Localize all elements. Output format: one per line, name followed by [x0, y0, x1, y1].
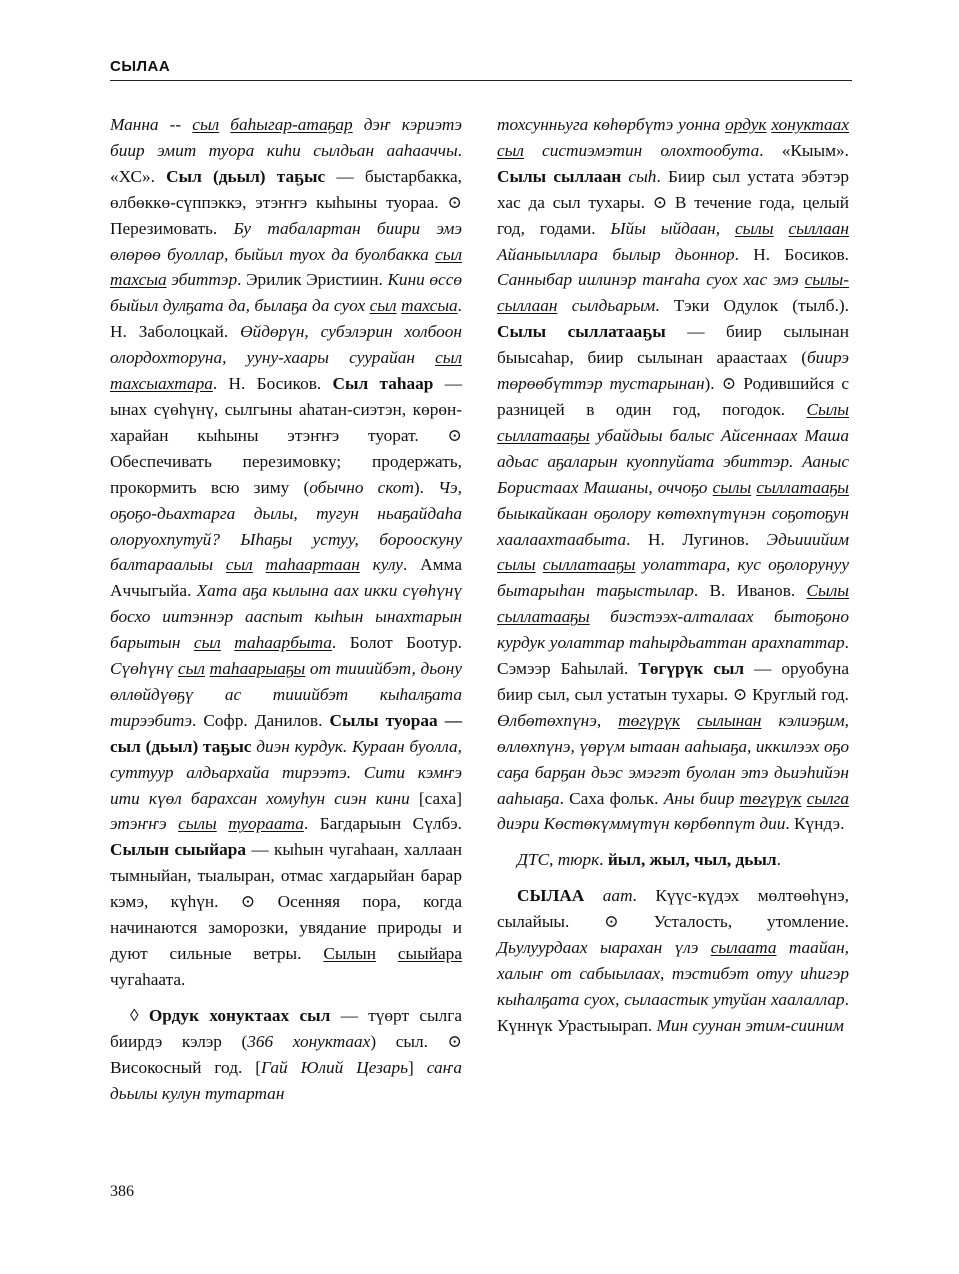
- entry-text: Санныбар иилинэр таҥаһа суох хас эмэ: [497, 270, 805, 290]
- entry-text: аат: [602, 886, 633, 906]
- entry-text: Сүөһүнү: [110, 659, 178, 679]
- example-keyword: сылынан: [697, 710, 762, 730]
- entry-text: саҥа дьылы кулун тутартан: [110, 1057, 462, 1103]
- entry-text: . Амма Аччыгыйа.: [110, 555, 462, 601]
- entry-text: Бу табалартан биири эмэ өлөрөө буоллар, быйыл туох да буолбакка: [110, 218, 462, 264]
- entry-text: [774, 219, 789, 238]
- entry-text: Мин суунан этим-сииним: [656, 1015, 844, 1035]
- entry-text: Айаныыллара былыр дьоннор: [497, 244, 735, 264]
- page-number: 386: [110, 1183, 134, 1200]
- headword: йыл, жыл, чыл, дьыл: [607, 850, 777, 870]
- entry-text: . Н. Заболоцкай.: [110, 296, 462, 342]
- dictionary-paragraph: [110, 1003, 462, 1107]
- entry-text: Аны биир: [663, 788, 740, 808]
- example-keyword: сыллатааҕы: [497, 425, 590, 445]
- example-keyword: сыл: [435, 244, 462, 264]
- example-keyword: сыл: [177, 659, 205, 679]
- entry-text: . Күндэ.: [785, 814, 845, 834]
- entry-text: . Сэмээр Баһылай.: [497, 633, 849, 679]
- example-keyword: сыл: [369, 296, 397, 316]
- entry-text: — түөрт сылга биирдэ кэлэр (: [110, 1005, 462, 1051]
- entry-text: [221, 633, 234, 652]
- entry-text: Хата аҕа кылына аах икки сүөһүнү босхо иитэннэр ааспыт кыһын ынахтарын барытын: [110, 581, 462, 653]
- example-keyword: сыл: [192, 115, 220, 134]
- example-keyword: сылы: [734, 218, 774, 238]
- entry-text: . Тэки Одулок (тылб.).: [655, 296, 849, 316]
- entry-text: сыһ: [628, 166, 657, 186]
- dictionary-paragraph: [497, 112, 849, 837]
- entry-text: ]: [408, 1057, 427, 1077]
- entry-text: Эдьииийим: [766, 529, 849, 549]
- entry-text: ). ⊙ Родившийся с разницей в один год, погодок.: [497, 374, 849, 419]
- entry-text: ◊: [130, 1005, 149, 1025]
- example-keyword: сыллатааҕы: [542, 555, 636, 575]
- dictionary-paragraph: [110, 112, 462, 993]
- page-header: [110, 58, 852, 81]
- entry-text: ,: [549, 850, 558, 870]
- entry-text: тюрк: [557, 850, 600, 870]
- example-keyword: сыл: [435, 348, 462, 368]
- entry-text: . Багдарыын Сүлбэ.: [303, 814, 462, 834]
- entry-text: [680, 711, 697, 730]
- entry-text: . «Кыым».: [759, 140, 849, 160]
- entry-text: ) сыл. ⊙ Високосный год. [: [110, 1031, 462, 1077]
- entry-text: кулу: [359, 555, 403, 575]
- entry-text: . Н. Босиков.: [734, 244, 849, 264]
- entry-text: сылдьарым: [557, 296, 656, 316]
- right-column: [497, 112, 849, 1039]
- entry-text: . Болот Боотур.: [331, 633, 462, 653]
- entry-text: — кыһын чугаһаан, халлаан тымныйан, тыалыран, отмас хагдарыйан барар кэмэ, күһүн. ⊙ Осенняя пора, когда начинаются заморозки, увядание природы и дуют сильные ветры.: [110, 840, 462, 963]
- entry-text: кэлиэҕим, өллөхпүнэ, үөрүм ытаан ааһыаҕа, иккилээх оҕо саҕа барҕан дьэс эмэгэт буолан этэ дьиэһийэн ааһыаҕа: [497, 710, 849, 808]
- example-keyword: туораата: [228, 814, 304, 834]
- headword: СЫЛАА: [517, 886, 585, 906]
- entry-text: . В. Иванов.: [693, 581, 807, 601]
- example-keyword: төгүрүк: [618, 710, 681, 730]
- entry-text: [536, 555, 543, 574]
- entry-text: диэри Көстөкүммүтүн көрбөппүт дии: [497, 814, 786, 834]
- example-keyword: сылы: [497, 555, 536, 575]
- headword: Сылы сыллаан: [497, 166, 622, 186]
- example-keyword: сылы: [712, 477, 752, 497]
- dictionary-paragraph: [497, 883, 849, 1038]
- entry-text: [376, 944, 398, 963]
- example-keyword: хонуктаах: [771, 115, 849, 134]
- entry-text: . Саха фольк.: [559, 788, 664, 808]
- entry-text: Чэ, оҕоҕо-дьахтарга дылы, тугун ньаҕайдаһа олоруохпутуй? Ыһаҕы устуу, бороoскуну балтараалыы: [110, 477, 462, 575]
- entry-text: дэҥ кэриэтэ биир эмит туора киһи сылдьан ааһааччы: [110, 115, 462, 160]
- entry-text: тохсунньуга көһөрбүтэ уонна: [497, 115, 726, 134]
- entry-text: этэҥҥэ: [110, 814, 179, 834]
- entry-text: эбиттэр: [166, 270, 238, 290]
- example-keyword: сыллаан: [788, 218, 849, 238]
- entry-text: убайдыы балыс Айсеннаах Маша адьас аҕаларын куоппуйата эбиттэр. Ааныс Бористаах Машаны, оччоҕо: [497, 425, 849, 497]
- example-keyword: сылаата: [710, 938, 777, 958]
- example-keyword: сылы: [178, 814, 217, 834]
- example-keyword: Сылын: [323, 944, 376, 963]
- entry-text: обычно скот: [309, 477, 414, 497]
- entry-text: — ынах сүөһүнү, сылгыны аһатан-сиэтэн, көрөн-харайан кыһыны этэҥҥэ туорат. ⊙ Обеспечивать перезимовку; продержать, прокормить всю зиму (: [110, 374, 462, 497]
- example-keyword: таһаарыаҕы: [209, 659, 306, 679]
- example-keyword: төгүрүк: [739, 788, 802, 808]
- example-keyword: сыл: [497, 140, 524, 160]
- headword: Төгүрүк сыл: [638, 659, 745, 679]
- entry-text: [217, 814, 229, 833]
- headword: Сылы туораа — сыл (дьыл) таҕыс: [110, 710, 462, 756]
- entry-text: .: [599, 850, 608, 870]
- example-keyword: таһаарбыта: [234, 633, 332, 653]
- entry-text: чугаһаата.: [110, 969, 186, 989]
- example-keyword: Сылы: [806, 399, 849, 419]
- entry-text: быыкайкаан оҕолору көтөхпүтүнэн соҕотоҕун хаалаахтаабыта: [497, 503, 849, 549]
- entry-text: — биир сылынан быысаһар, биир сылынан араастаах (: [497, 322, 850, 368]
- example-keyword: тахсыахтара: [110, 374, 213, 394]
- entry-text: Кини өссө быйыл дулҕата да, былаҕа да суох: [110, 270, 463, 316]
- entry-text: [253, 555, 266, 574]
- entry-text: ).: [413, 477, 439, 497]
- headword: Сылын сыыйара: [110, 840, 246, 860]
- entry-text: Өлбөтөхпүнэ,: [497, 710, 619, 730]
- entry-text: . Биир сыл устата эбэтэр хас да сыл тухары. ⊙ В течение года, целый год, годами.: [497, 166, 850, 238]
- example-keyword: сылга: [806, 788, 849, 808]
- headword: Сыл (дьыл) таҕыс: [166, 166, 326, 186]
- example-keyword: сыл: [225, 555, 253, 575]
- running-head: СЫЛАА: [110, 58, 171, 75]
- entry-text: .: [776, 850, 781, 870]
- example-keyword: тахсыа: [401, 296, 458, 316]
- example-keyword: сыллатааҕы: [497, 607, 590, 627]
- entry-text: . Софр. Данилов.: [191, 710, 330, 730]
- headword: Ордук хонуктаах сыл: [148, 1005, 331, 1025]
- headword: Сылы сыллатааҕы: [497, 322, 666, 342]
- entry-text: систиэмэтин олохтообута: [523, 140, 760, 160]
- example-keyword: сыллатааҕы: [756, 477, 849, 497]
- entry-text: ДТС: [517, 850, 550, 870]
- entry-text: [584, 886, 602, 905]
- entry-text: . Күннүк Урастыырап.: [497, 989, 849, 1035]
- entry-text: . Күүс-күдэх мөлтөөһүнэ, сылайыы. ⊙ Усталость, утомление.: [497, 886, 849, 932]
- entry-text: Өйдөрүн, субэлэрин холбоон олордохторуна, ууну-хаары суурайан: [110, 322, 463, 368]
- entry-text: Ыйы ыйдаан,: [610, 218, 735, 238]
- example-keyword: сыыйара: [397, 944, 462, 963]
- example-keyword: Сылы: [806, 581, 849, 601]
- dictionary-paragraph: [497, 847, 849, 873]
- entry-text: биирэ төрөөбүттэр тустарынан: [497, 348, 849, 394]
- entry-text: Кураан буолла, суттуур алдьархайа тирээтэ. Сити кэмҥэ ити күөл барахсан хомуһун сиэн кини: [110, 736, 462, 808]
- entry-text: . Н. Лугинов.: [626, 529, 767, 549]
- example-keyword: тахсыа: [110, 270, 167, 290]
- entry-text: — оруобуна биир сыл, сыл устатын тухары. ⊙ Круглый год.: [497, 659, 849, 704]
- example-keyword: сыл: [193, 633, 221, 653]
- headword: Сыл таһаар: [332, 374, 434, 394]
- example-keyword: таһаартаан: [265, 555, 360, 575]
- entry-text: Гай Юлий Цезарь: [261, 1057, 409, 1077]
- entry-text: Манна --: [110, 115, 193, 134]
- entry-text: . «ХС».: [110, 140, 462, 186]
- entry-text: [219, 115, 230, 134]
- entry-text: диэн курдук.: [251, 736, 352, 756]
- entry-text: 366 хонуктаах: [247, 1031, 371, 1051]
- entry-text: Дьулуурдаах ыарахан үлэ: [497, 938, 711, 958]
- left-column: [110, 112, 462, 1106]
- entry-text: таайан, халыҥ от сабыылаах, тэстибэт отуу иһигэр кыһалҕата суох, сылаастык утуйан хаалаллар: [497, 938, 849, 1009]
- entry-text: . Эрилик Эристиин.: [237, 270, 388, 290]
- entry-text: [саха]: [409, 788, 462, 808]
- example-keyword: баһыгар-атаҕар: [230, 115, 353, 134]
- entry-text: от тииийбэт, дьону өллөйдүөҕү ас тииийбэт кыһалҕата тирээбитэ: [110, 659, 462, 730]
- entry-text: . Н. Босиков.: [212, 374, 333, 394]
- entry-text: уолаттара, кус оҕолорунуу бытарыһан таҕыстылар: [497, 555, 849, 601]
- example-keyword: сылы-сыллаан: [497, 270, 849, 316]
- example-keyword: ордук: [725, 115, 767, 134]
- entry-text: биэстээх-алталаах бытоҕоно курдук уолаттар таһырдьаттан арахпаттар: [497, 607, 849, 653]
- entry-text: — быстарбакка, өлбөккө-сүппэккэ, этэҥҥэ кыһыны туораа. ⊙ Перезимовать.: [110, 166, 462, 238]
